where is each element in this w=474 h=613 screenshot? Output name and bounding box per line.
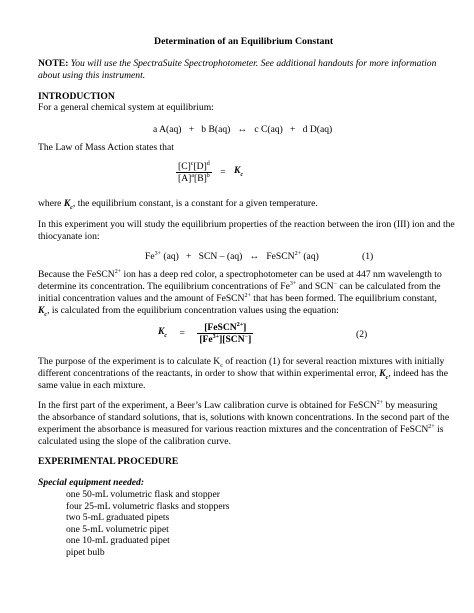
procedure-heading: EXPERIMENTAL PROCEDURE (38, 456, 179, 467)
rxn-end: (aq) (300, 251, 319, 262)
num-d: [D] (193, 161, 207, 172)
intro-p6-line3: same value in each mixture. (38, 380, 146, 391)
p5-1b: ion has a deep red color, a spectrophotometer can be used at 447 nm wavelength to (121, 269, 442, 280)
exp-d: d (206, 161, 210, 167)
note-label: NOTE: (38, 58, 69, 69)
document-title: Determination of an Equilibrium Constant (154, 36, 334, 47)
eq2-den-a: [Fe (199, 334, 213, 346)
p7-1a: In the first part of the experiment, a Beer’s Law calibration curve is obtained for FeSCN (38, 400, 377, 411)
p3-pre: where (38, 198, 64, 209)
list-item: one 5-mL volumetric pipet (66, 523, 169, 535)
list-item: one 50-mL volumetric flask and stopper (66, 489, 220, 500)
p5-k: K (38, 305, 45, 316)
intro-p4-line1: In this experiment you will study the equilibrium properties of the reaction between the iron (III) ion and the (38, 219, 455, 230)
note-text-1: You will use the SpectraSuite Spectrophotometer. See additional handouts for more information (70, 58, 437, 69)
mass-action-expression (176, 161, 243, 185)
mass-action-fraction (176, 161, 212, 185)
mass-action-denominator (176, 173, 212, 184)
p6-1a: The purpose of the experiment is to calculate K (38, 356, 221, 367)
intro-p2: The Law of Mass Action states that (38, 142, 174, 153)
p3-post: , the equilibrium constant, is a constant for a given temperature. (72, 198, 318, 209)
intro-p5-line2 (38, 281, 441, 292)
p5-3a: initial concentration values and the amount of FeSCN (38, 293, 245, 304)
list-item: two 5-mL graduated pipets (66, 512, 170, 524)
den-b: [B] (194, 173, 207, 185)
p6-ksub: c (385, 374, 389, 381)
intro-p7-line2: the absorbance of standard solutions, that is, solutions with known concentrations. In the second part of the (38, 412, 450, 423)
equipment-list (66, 489, 230, 559)
eq2-numerator (197, 322, 253, 334)
general-reaction: a A(aq) + b B(aq) ↔ c C(aq) + d D(aq) (153, 124, 333, 135)
p5-2c: can be calculated from the (336, 281, 441, 292)
p6-k: K (379, 368, 386, 379)
kc-symbol (234, 165, 243, 176)
eq2-den-charge2: − (244, 334, 249, 341)
special-equipment-label: Special equipment needed: (38, 477, 145, 488)
p5-3b: that has been formed. The equilibrium constant, (250, 293, 437, 304)
intro-p7-line4: calculated using the slope of the calibration curve. (38, 436, 231, 447)
equation-1-number: (1) (362, 251, 374, 262)
intro-p4-line2: thiocyanate ion: (38, 231, 100, 242)
p3-ksub: c (70, 204, 73, 211)
intro-p5-line3 (38, 293, 437, 304)
rxn-mid: (aq) + SCN – (aq) ↔ FeSCN (160, 251, 295, 262)
kc-sub: c (240, 171, 244, 178)
p5-4: , is calculated from the equilibrium concentration values using the equation: (47, 305, 339, 316)
p7-3a: experiment the absorbance is measured for various reaction mixtures and the concentration of FeSCN (38, 424, 429, 435)
equals-sign: = (220, 167, 226, 179)
p7-3b: is (434, 424, 444, 435)
eq2-equals: = (179, 328, 185, 340)
p5-ksub: c (44, 311, 48, 318)
eq2-num-charge: 2+ (236, 322, 244, 328)
num-c: [C] (178, 161, 191, 172)
p5-sup3: − (333, 281, 337, 287)
eq2-k: K (158, 325, 165, 337)
p6-2b: , indeed has the (388, 368, 448, 379)
eq2-ksub: c (164, 332, 168, 339)
intro-p7-line3 (38, 424, 444, 435)
eq2-num-a: [FeSCN (204, 322, 237, 333)
intro-p5-line1 (38, 269, 442, 280)
note-line1 (38, 58, 436, 69)
p3-k: K (63, 198, 71, 209)
eq2-den-charge1: 3+ (212, 334, 220, 341)
rxn-fescn-charge: 2+ (294, 251, 301, 257)
intro-p5-line4 (38, 305, 339, 321)
equation-2 (158, 322, 253, 346)
p5-sup1: 2+ (114, 269, 122, 275)
p5-sup4: 2+ (244, 293, 251, 299)
rxn-fe: Fe (145, 251, 155, 262)
list-item: four 25-mL volumetric flasks and stoppers (66, 500, 230, 512)
exp-c: c (190, 161, 194, 167)
intro-heading: INTRODUCTION (38, 91, 115, 102)
note-line2: about using this instrument. (38, 70, 146, 81)
p7-sup2: 2+ (428, 424, 435, 430)
eq2-den-b: ][SCN (219, 334, 245, 346)
iron-thiocyanate-reaction (145, 251, 319, 262)
rxn-fe-charge: 3+ (154, 251, 161, 257)
intro-p7-line1 (38, 400, 437, 411)
mass-action-numerator (176, 161, 212, 173)
p7-1b: by measuring (383, 400, 438, 411)
p5-2a: determine its concentration. The equilibrium concentrations of Fe (38, 281, 290, 292)
den-a: [A] (178, 173, 192, 185)
p5-2b: and SCN (296, 281, 334, 292)
p5-sup2: 3+ (289, 281, 297, 287)
p7-sup1: 2+ (376, 400, 384, 406)
intro-p3 (38, 198, 318, 214)
p5-1a: Because the FeSCN (38, 269, 115, 280)
intro-p1: For a general chemical system at equilibrium: (38, 102, 214, 113)
equation-2-number: (2) (356, 329, 368, 340)
exp-b: b (206, 173, 210, 180)
p6-1b: of reaction (1) for several reaction mixtures with initially (222, 356, 445, 367)
list-item: pipet bulb (66, 546, 105, 558)
eq2-den-c: ] (248, 334, 252, 346)
kc-k: K (234, 164, 241, 176)
eq2-kc (158, 326, 167, 337)
eq2-num-b: ] (243, 322, 247, 333)
p6-sub: c (220, 362, 223, 369)
p6-2a: different concentrations of the reactants, in order to show that within experimental error, (38, 368, 380, 379)
list-item: one 10-mL graduated pipet (66, 535, 170, 547)
eq2-fraction (197, 322, 253, 346)
eq2-denominator (197, 334, 253, 345)
exp-a: a (191, 173, 194, 180)
